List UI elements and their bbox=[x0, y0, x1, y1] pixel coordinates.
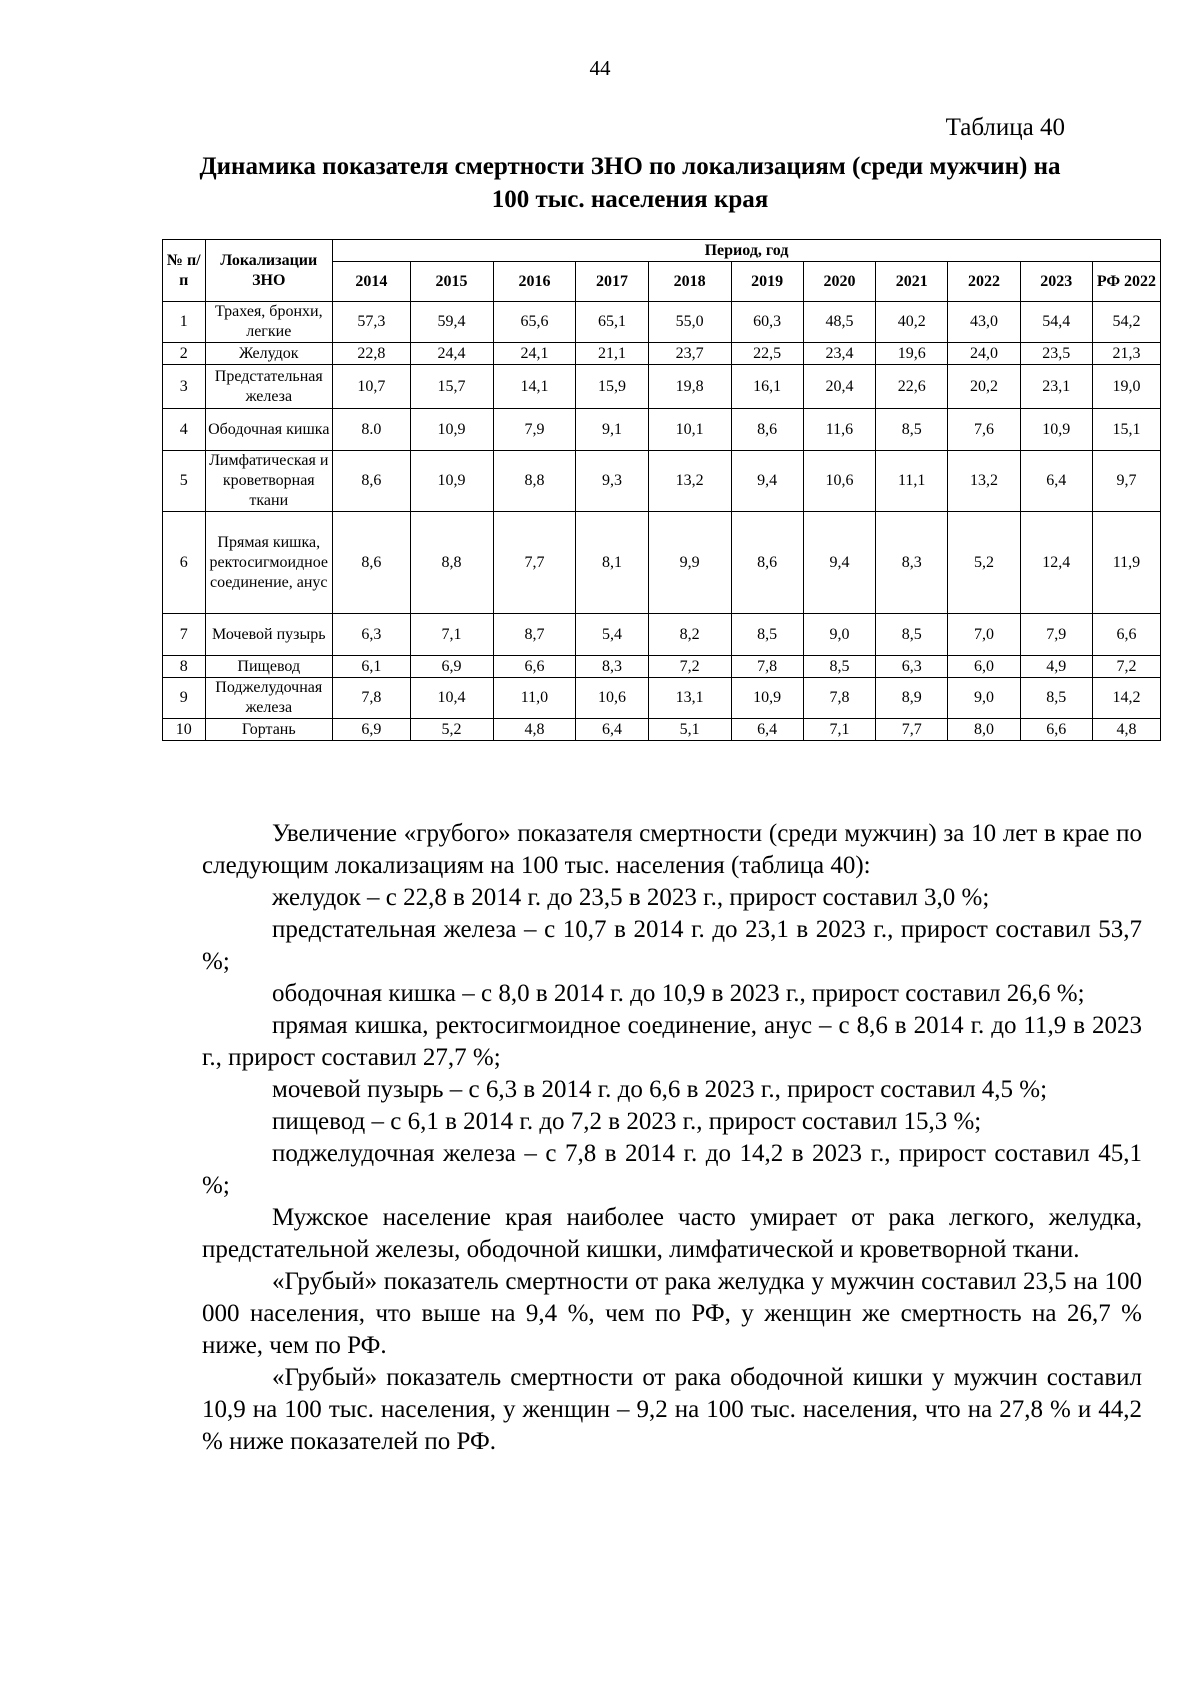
value-cell: 48,5 bbox=[803, 302, 875, 343]
row-number: 6 bbox=[163, 512, 206, 614]
paragraph: предстательная железа – с 10,7 в 2014 г. до 23,1 в 2023 г., прирост составил 53,7 %; bbox=[202, 916, 1142, 975]
value-cell: 15,9 bbox=[576, 365, 648, 409]
row-localization: Гортань bbox=[205, 719, 333, 741]
table-row bbox=[163, 512, 1161, 614]
value-cell: 8.0 bbox=[333, 409, 411, 451]
value-cell: 12,4 bbox=[1020, 512, 1092, 614]
value-cell: 5,4 bbox=[576, 614, 648, 656]
header-year: 2019 bbox=[731, 262, 803, 302]
value-cell: 13,1 bbox=[648, 678, 731, 719]
header-year: 2016 bbox=[493, 262, 576, 302]
header-num: № п/п bbox=[163, 240, 206, 302]
value-cell: 11,1 bbox=[876, 451, 948, 512]
row-number: 4 bbox=[163, 409, 206, 451]
value-cell: 7,2 bbox=[1092, 656, 1160, 678]
value-cell: 7,8 bbox=[333, 678, 411, 719]
row-localization: Прямая кишка, ректосигмоидное соединение, анус bbox=[205, 512, 333, 614]
value-cell: 14,1 bbox=[493, 365, 576, 409]
value-cell: 40,2 bbox=[876, 302, 948, 343]
value-cell: 5,2 bbox=[948, 512, 1020, 614]
value-cell: 9,0 bbox=[803, 614, 875, 656]
table-caption: Таблица 40 bbox=[945, 114, 1065, 141]
value-cell: 57,3 bbox=[333, 302, 411, 343]
value-cell: 8,5 bbox=[876, 409, 948, 451]
value-cell: 7,1 bbox=[803, 719, 875, 741]
value-cell: 4,8 bbox=[493, 719, 576, 741]
value-cell: 19,8 bbox=[648, 365, 731, 409]
value-cell: 65,1 bbox=[576, 302, 648, 343]
value-cell: 7,9 bbox=[1020, 614, 1092, 656]
table-row bbox=[163, 614, 1161, 656]
value-cell: 5,2 bbox=[410, 719, 493, 741]
value-cell: 8,3 bbox=[576, 656, 648, 678]
value-cell: 20,2 bbox=[948, 365, 1020, 409]
value-cell: 8,5 bbox=[876, 614, 948, 656]
page-number: 44 bbox=[589, 56, 611, 80]
value-cell: 6,1 bbox=[333, 656, 411, 678]
value-cell: 19,6 bbox=[876, 343, 948, 365]
value-cell: 13,2 bbox=[648, 451, 731, 512]
value-cell: 6,0 bbox=[948, 656, 1020, 678]
value-cell: 9,4 bbox=[731, 451, 803, 512]
header-year: 2017 bbox=[576, 262, 648, 302]
value-cell: 9,7 bbox=[1092, 451, 1160, 512]
row-number: 8 bbox=[163, 656, 206, 678]
value-cell: 55,0 bbox=[648, 302, 731, 343]
value-cell: 8,8 bbox=[410, 512, 493, 614]
row-number: 10 bbox=[163, 719, 206, 741]
value-cell: 23,4 bbox=[803, 343, 875, 365]
value-cell: 8,6 bbox=[333, 512, 411, 614]
value-cell: 7,7 bbox=[876, 719, 948, 741]
row-number: 2 bbox=[163, 343, 206, 365]
value-cell: 23,5 bbox=[1020, 343, 1092, 365]
value-cell: 6,9 bbox=[410, 656, 493, 678]
row-localization: Трахея, бронхи, легкие bbox=[205, 302, 333, 343]
value-cell: 11,6 bbox=[803, 409, 875, 451]
value-cell: 21,1 bbox=[576, 343, 648, 365]
value-cell: 59,4 bbox=[410, 302, 493, 343]
value-cell: 7,8 bbox=[803, 678, 875, 719]
value-cell: 10,6 bbox=[803, 451, 875, 512]
value-cell: 7,0 bbox=[948, 614, 1020, 656]
table-row bbox=[163, 719, 1161, 741]
value-cell: 6,4 bbox=[731, 719, 803, 741]
row-number: 3 bbox=[163, 365, 206, 409]
value-cell: 6,6 bbox=[1020, 719, 1092, 741]
header-year: 2018 bbox=[648, 262, 731, 302]
table-title: Динамика показателя смертности ЗНО по локализациям (среди мужчин) на 100 тыс. населения края bbox=[199, 153, 1061, 213]
value-cell: 24,0 bbox=[948, 343, 1020, 365]
paragraph: поджелудочная железа – с 7,8 в 2014 г. до 14,2 в 2023 г., прирост составил 45,1 %; bbox=[202, 1140, 1142, 1199]
value-cell: 22,6 bbox=[876, 365, 948, 409]
value-cell: 9,0 bbox=[948, 678, 1020, 719]
value-cell: 43,0 bbox=[948, 302, 1020, 343]
value-cell: 7,9 bbox=[493, 409, 576, 451]
value-cell: 10,9 bbox=[1020, 409, 1092, 451]
value-cell: 54,2 bbox=[1092, 302, 1160, 343]
row-localization: Мочевой пузырь bbox=[205, 614, 333, 656]
paragraph: «Грубый» показатель смертности от рака желудка у мужчин составил 23,5 на 100 000 населения, что выше на 9,4 %, чем по РФ, у женщин же смертность на 26,7 % ниже, чем по РФ. bbox=[202, 1268, 1142, 1359]
value-cell: 4,9 bbox=[1020, 656, 1092, 678]
value-cell: 8,6 bbox=[731, 512, 803, 614]
value-cell: 10,6 bbox=[576, 678, 648, 719]
row-localization: Желудок bbox=[205, 343, 333, 365]
header-period: Период, год bbox=[333, 240, 1161, 262]
value-cell: 10,4 bbox=[410, 678, 493, 719]
value-cell: 14,2 bbox=[1092, 678, 1160, 719]
value-cell: 8,5 bbox=[731, 614, 803, 656]
row-number: 5 bbox=[163, 451, 206, 512]
value-cell: 23,7 bbox=[648, 343, 731, 365]
value-cell: 6,6 bbox=[493, 656, 576, 678]
value-cell: 10,1 bbox=[648, 409, 731, 451]
value-cell: 8,6 bbox=[731, 409, 803, 451]
paragraph: желудок – с 22,8 в 2014 г. до 23,5 в 2023 г., прирост составил 3,0 %; bbox=[272, 884, 990, 911]
value-cell: 23,1 bbox=[1020, 365, 1092, 409]
value-cell: 6,9 bbox=[333, 719, 411, 741]
value-cell: 9,1 bbox=[576, 409, 648, 451]
value-cell: 24,4 bbox=[410, 343, 493, 365]
value-cell: 7,7 bbox=[493, 512, 576, 614]
value-cell: 13,2 bbox=[948, 451, 1020, 512]
value-cell: 9,3 bbox=[576, 451, 648, 512]
value-cell: 6,3 bbox=[876, 656, 948, 678]
value-cell: 7,2 bbox=[648, 656, 731, 678]
header-year: 2014 bbox=[333, 262, 411, 302]
row-localization: Лимфатическая и кроветворная ткани bbox=[205, 451, 333, 512]
value-cell: 60,3 bbox=[731, 302, 803, 343]
row-localization: Пищевод bbox=[205, 656, 333, 678]
row-localization: Поджелудочная железа bbox=[205, 678, 333, 719]
table-row bbox=[163, 302, 1161, 343]
paragraph: пищевод – с 6,1 в 2014 г. до 7,2 в 2023 г., прирост составил 15,3 %; bbox=[272, 1108, 982, 1135]
paragraph: Увеличение «грубого» показателя смертности (среди мужчин) за 10 лет в крае по следующим локализациям на 100 тыс. населения (таблица 40): bbox=[202, 820, 1142, 879]
value-cell: 8,6 bbox=[333, 451, 411, 512]
value-cell: 10,9 bbox=[731, 678, 803, 719]
value-cell: 8,1 bbox=[576, 512, 648, 614]
value-cell: 19,0 bbox=[1092, 365, 1160, 409]
header-loc: Локализации ЗНО bbox=[205, 240, 333, 302]
table-row bbox=[163, 343, 1161, 365]
value-cell: 65,6 bbox=[493, 302, 576, 343]
value-cell: 6,4 bbox=[576, 719, 648, 741]
table-row bbox=[163, 656, 1161, 678]
table-row bbox=[163, 678, 1161, 719]
paragraph: ободочная кишка – с 8,0 в 2014 г. до 10,9 в 2023 г., прирост составил 26,6 %; bbox=[272, 980, 1085, 1007]
value-cell: 8,8 bbox=[493, 451, 576, 512]
value-cell: 22,8 bbox=[333, 343, 411, 365]
mortality-table bbox=[162, 239, 1161, 741]
value-cell: 8,2 bbox=[648, 614, 731, 656]
value-cell: 10,9 bbox=[410, 409, 493, 451]
value-cell: 54,4 bbox=[1020, 302, 1092, 343]
value-cell: 15,7 bbox=[410, 365, 493, 409]
row-number: 9 bbox=[163, 678, 206, 719]
header-year: 2023 bbox=[1020, 262, 1092, 302]
header-year: 2015 bbox=[410, 262, 493, 302]
table-row bbox=[163, 365, 1161, 409]
value-cell: 8,3 bbox=[876, 512, 948, 614]
table-row bbox=[163, 409, 1161, 451]
value-cell: 7,6 bbox=[948, 409, 1020, 451]
value-cell: 11,0 bbox=[493, 678, 576, 719]
value-cell: 24,1 bbox=[493, 343, 576, 365]
value-cell: 8,5 bbox=[1020, 678, 1092, 719]
table-row bbox=[163, 451, 1161, 512]
paragraph: Мужское население края наиболее часто умирает от рака легкого, желудка, предстательной железы, ободочной кишки, лимфатической и кроветворной ткани. bbox=[202, 1204, 1142, 1263]
value-cell: 8,9 bbox=[876, 678, 948, 719]
body-text bbox=[202, 818, 1142, 1458]
paragraph: мочевой пузырь – с 6,3 в 2014 г. до 6,6 в 2023 г., прирост составил 4,5 %; bbox=[272, 1076, 1048, 1103]
value-cell: 6,3 bbox=[333, 614, 411, 656]
value-cell: 6,6 bbox=[1092, 614, 1160, 656]
paragraph: «Грубый» показатель смертности от рака ободочной кишки у мужчин составил 10,9 на 100 тыс. населения, у женщин – 9,2 на 100 тыс. населения, что на 27,8 % и 44,2 % ниже показателей по РФ. bbox=[202, 1364, 1142, 1455]
value-cell: 8,0 bbox=[948, 719, 1020, 741]
row-localization: Ободочная кишка bbox=[205, 409, 333, 451]
value-cell: 9,4 bbox=[803, 512, 875, 614]
value-cell: 15,1 bbox=[1092, 409, 1160, 451]
value-cell: 16,1 bbox=[731, 365, 803, 409]
row-number: 1 bbox=[163, 302, 206, 343]
value-cell: 21,3 bbox=[1092, 343, 1160, 365]
header-year: РФ 2022 bbox=[1092, 262, 1160, 302]
value-cell: 5,1 bbox=[648, 719, 731, 741]
value-cell: 9,9 bbox=[648, 512, 731, 614]
value-cell: 7,8 bbox=[731, 656, 803, 678]
value-cell: 7,1 bbox=[410, 614, 493, 656]
value-cell: 8,5 bbox=[803, 656, 875, 678]
value-cell: 8,7 bbox=[493, 614, 576, 656]
value-cell: 10,9 bbox=[410, 451, 493, 512]
value-cell: 6,4 bbox=[1020, 451, 1092, 512]
row-number: 7 bbox=[163, 614, 206, 656]
paragraph: прямая кишка, ректосигмоидное соединение, анус – с 8,6 в 2014 г. до 11,9 в 2023 г., прирост составил 27,7 %; bbox=[202, 1012, 1142, 1071]
header-year: 2022 bbox=[948, 262, 1020, 302]
value-cell: 20,4 bbox=[803, 365, 875, 409]
value-cell: 22,5 bbox=[731, 343, 803, 365]
value-cell: 4,8 bbox=[1092, 719, 1160, 741]
header-year: 2021 bbox=[876, 262, 948, 302]
value-cell: 11,9 bbox=[1092, 512, 1160, 614]
value-cell: 10,7 bbox=[333, 365, 411, 409]
row-localization: Предстательная железа bbox=[205, 365, 333, 409]
header-year: 2020 bbox=[803, 262, 875, 302]
